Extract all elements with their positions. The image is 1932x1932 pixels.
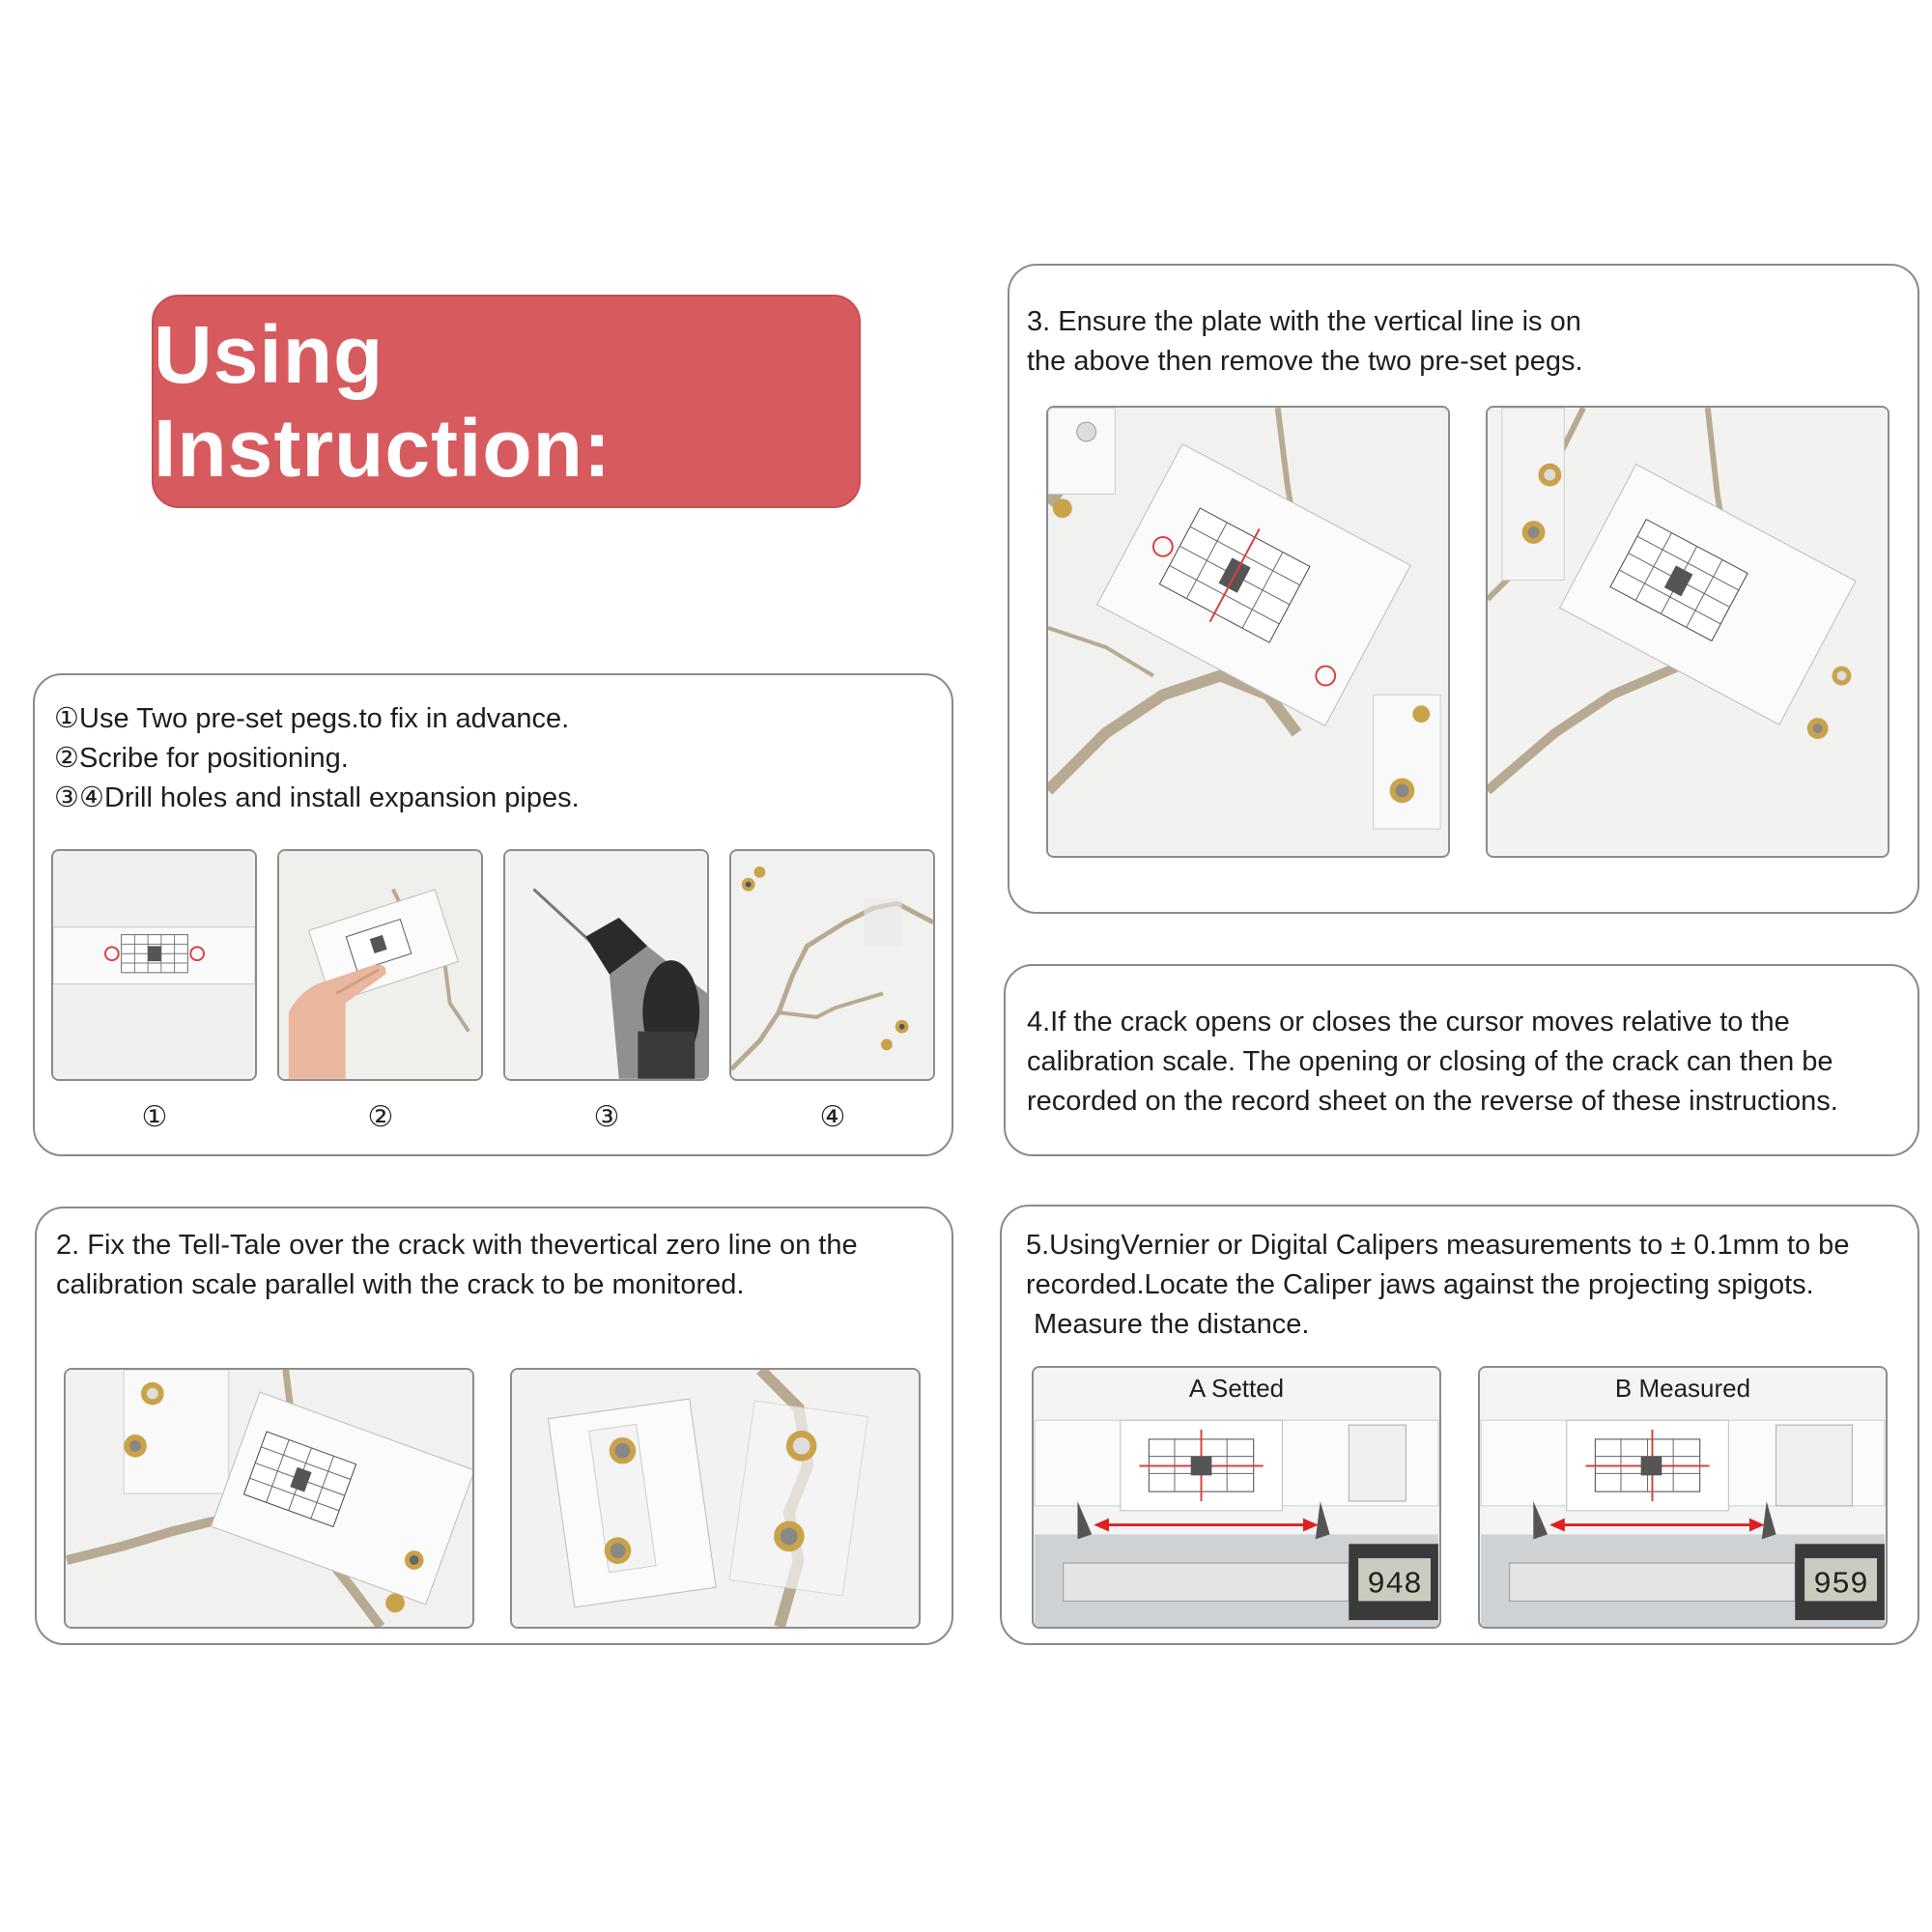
title-banner [152,295,861,508]
step1-number-3: ③ [593,1101,620,1133]
step3-line-1: 3. Ensure the plate with the vertical line is on [1027,306,1581,337]
step1-photo-4 [729,849,935,1081]
step3-panel [1008,264,1919,914]
step3-text [1027,302,1583,382]
step2-text [56,1226,858,1305]
page-title: Using Instruction: [154,308,611,494]
step1-line-2: ②Scribe for positioning. [54,743,349,774]
step1-photo-1 [51,849,257,1081]
step1-number-2: ② [367,1101,394,1133]
step2-photo-1 [64,1368,474,1629]
step1-text [54,699,580,818]
step3-photo-1 [1046,406,1450,858]
reading-a: 948 [1367,1568,1422,1603]
step5-line-2: recorded.Locate the Caliper jaws against the projecting spigots. [1026,1269,1814,1300]
step1-number-1: ① [141,1101,168,1133]
step4-line-2: calibration scale. The opening or closing of the crack can then be [1027,1046,1833,1077]
step4-text [1027,1003,1838,1122]
caption-b-measured: B Measured [1614,1374,1751,1403]
step2-panel [35,1207,953,1645]
step5-text [1026,1226,1849,1345]
step3-line-2: the above then remove the two pre-set pegs. [1027,346,1583,377]
step1-line-1: ①Use Two pre-set pegs.to fix in advance. [54,703,570,734]
step3-photo-2 [1486,406,1889,858]
step4-line-3: recorded on the record sheet on the reverse of these instructions. [1027,1086,1838,1117]
step2-photo-2 [510,1368,921,1629]
caption-a-setted: A Setted [1188,1374,1285,1403]
step5-line-1: 5.UsingVernier or Digital Calipers measurements to ± 0.1mm to be [1026,1230,1850,1261]
step5-photo-b [1478,1366,1888,1629]
step5-photo-a [1032,1366,1441,1629]
step5-panel [1000,1205,1919,1645]
step1-photo-2 [277,849,483,1081]
step1-line-3: ③④Drill holes and install expansion pipes. [54,782,580,813]
step1-panel [33,673,953,1156]
step4-panel [1004,964,1919,1156]
step1-number-4: ④ [819,1101,846,1133]
reading-b: 959 [1813,1568,1868,1603]
step4-line-1: 4.If the crack opens or closes the cursor moves relative to the [1027,1007,1790,1037]
step5-line-3: Measure the distance. [1026,1309,1310,1340]
step2-line-1: 2. Fix the Tell-Tale over the crack with thevertical zero line on the [56,1230,858,1261]
step2-line-2: calibration scale parallel with the crack to be monitored. [56,1269,745,1300]
step1-photo-3 [503,849,709,1081]
